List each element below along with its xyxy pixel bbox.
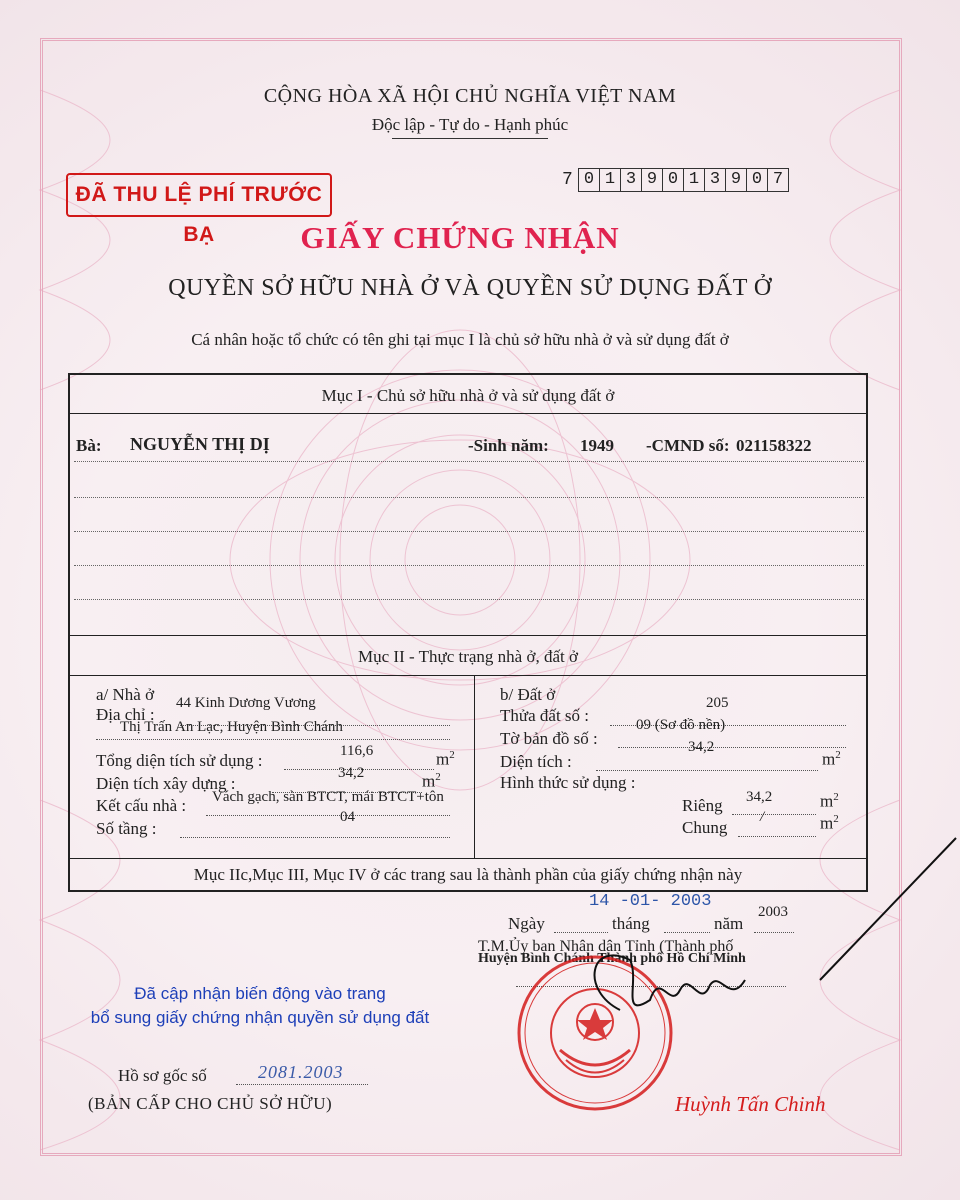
divider bbox=[70, 635, 866, 636]
copy-label: (BẢN CẤP CHO CHỦ SỞ HỮU) bbox=[88, 1094, 333, 1113]
serial-digit: 0 bbox=[662, 168, 684, 192]
authority-on-behalf: T.M.Ủy ban Nhân dân Tỉnh (Thành phố bbox=[478, 938, 734, 955]
fill-line bbox=[596, 770, 818, 771]
unit-m2 bbox=[436, 749, 455, 770]
serial-digit: 9 bbox=[725, 168, 747, 192]
unit-superscript: 2 bbox=[833, 813, 839, 825]
footer-note: Mục IIc,Mục III, Mục IV ở các trang sau là thành phần của giấy chứng nhận này bbox=[193, 865, 743, 884]
house-street: 44 Kinh Dương Vương bbox=[176, 695, 316, 711]
unit-superscript: 2 bbox=[435, 771, 441, 783]
update-note bbox=[70, 982, 450, 1030]
unit: m bbox=[820, 813, 834, 833]
day-label: Ngày bbox=[508, 914, 545, 933]
year-value: 2003 bbox=[758, 904, 788, 920]
unit: m bbox=[820, 791, 834, 811]
map-sheet-label: Tờ bản đồ số : bbox=[500, 729, 598, 748]
unit: m bbox=[436, 749, 450, 769]
fill-line bbox=[74, 497, 864, 498]
unit-superscript: 2 bbox=[835, 749, 841, 761]
house-label: a/ Nhà ở bbox=[96, 685, 155, 704]
certificate-table bbox=[68, 373, 868, 892]
serial-digit: 1 bbox=[683, 168, 705, 192]
id-label: -CMND số: bbox=[646, 436, 730, 455]
salutation: Bà: bbox=[76, 436, 102, 455]
unit-m2 bbox=[822, 749, 841, 770]
floors-label: Số tầng : bbox=[96, 819, 157, 838]
month-label: tháng bbox=[612, 914, 650, 933]
birth-year: 1949 bbox=[580, 436, 614, 455]
serial-digit: 3 bbox=[704, 168, 726, 192]
parcel-label: Thửa đất số : bbox=[500, 706, 590, 725]
fill-line bbox=[236, 1084, 368, 1085]
birth-label: -Sinh năm: bbox=[468, 436, 549, 455]
unit: m bbox=[422, 771, 436, 791]
update-note-line2: bổ sung giấy chứng nhận quyền sử dụng đất bbox=[90, 1008, 430, 1027]
total-area-label: Tổng diện tích sử dụng : bbox=[96, 751, 263, 770]
parcel-value: 205 bbox=[706, 695, 729, 711]
floors-value: 04 bbox=[340, 809, 355, 825]
divider bbox=[70, 413, 866, 414]
structure-value: Vách gạch, sàn BTCT, mái BTCT+tôn bbox=[212, 789, 444, 805]
update-note-line1: Đã cập nhận biến động vào trang bbox=[134, 984, 386, 1003]
fill-line bbox=[206, 815, 450, 816]
serial-digit: 7 bbox=[767, 168, 789, 192]
fill-line bbox=[180, 837, 450, 838]
serial-digit: 0 bbox=[746, 168, 768, 192]
house-address: Thị Trấn An Lạc, Huyện Bình Chánh bbox=[120, 719, 343, 735]
fill-line bbox=[96, 739, 450, 740]
serial-digit: 3 bbox=[620, 168, 642, 192]
unit-superscript: 2 bbox=[833, 791, 839, 803]
fill-line bbox=[74, 599, 864, 600]
fill-line bbox=[74, 461, 864, 462]
id-number: 021158322 bbox=[736, 436, 812, 455]
fill-line bbox=[618, 747, 846, 748]
authority-name: Huyện Bình Chánh Thành phố Hồ Chí Minh bbox=[478, 951, 746, 966]
map-sheet-value: 09 (Sơ đồ nền) bbox=[636, 717, 726, 733]
shared-area-value: / bbox=[760, 809, 765, 825]
structure-label: Kết cấu nhà : bbox=[96, 796, 187, 815]
unit: m bbox=[822, 749, 836, 769]
signer-signature: Huỳnh Tấn Chinh bbox=[675, 1092, 826, 1116]
signature-stroke bbox=[560, 820, 960, 1040]
land-label: b/ Đất ở bbox=[500, 685, 556, 704]
serial-prefix: 7 bbox=[562, 170, 573, 190]
fee-paid-stamp: ĐÃ THU LỆ PHÍ TRƯỚC BẠ bbox=[66, 173, 332, 217]
section2-heading: Mục II - Thực trạng nhà ở, đất ở bbox=[358, 647, 578, 666]
serial-number bbox=[579, 168, 789, 192]
total-area-value: 116,6 bbox=[340, 743, 374, 759]
file-number: 2081.2003 bbox=[258, 1062, 344, 1082]
certificate-subtitle: QUYỀN SỞ HỮU NHÀ Ở VÀ QUYỀN SỬ DỤNG ĐẤT Ở bbox=[168, 275, 772, 301]
built-area-value: 34,2 bbox=[338, 765, 365, 781]
built-area-label: Diện tích xây dựng : bbox=[96, 774, 236, 793]
shared-label: Chung bbox=[682, 818, 728, 837]
year-label: năm bbox=[714, 914, 744, 933]
column-divider bbox=[474, 675, 475, 858]
address-label: Địa chỉ : bbox=[96, 705, 155, 724]
certificate-title: GIẤY CHỨNG NHẬN bbox=[300, 220, 620, 255]
land-area-label: Diện tích : bbox=[500, 752, 572, 771]
national-motto: Độc lập - Tự do - Hạnh phúc bbox=[371, 115, 569, 134]
section1-heading: Mục I - Chủ sở hữu nhà ở và sử dụng đất ở bbox=[321, 386, 615, 405]
fill-line bbox=[74, 531, 864, 532]
serial-digit: 1 bbox=[599, 168, 621, 192]
owner-name: NGUYỄN THỊ DỊ bbox=[130, 434, 270, 454]
serial-digit: 0 bbox=[578, 168, 600, 192]
usage-label: Hình thức sử dụng : bbox=[500, 773, 636, 792]
unit-superscript: 2 bbox=[449, 749, 455, 761]
land-area-value: 34,2 bbox=[688, 739, 715, 755]
fill-line bbox=[732, 814, 816, 815]
divider bbox=[70, 675, 866, 676]
serial-digit: 9 bbox=[641, 168, 663, 192]
private-area-value: 34,2 bbox=[746, 789, 773, 805]
fill-line bbox=[74, 565, 864, 566]
unit-m2 bbox=[820, 791, 839, 812]
national-title: CỘNG HÒA XÃ HỘI CHỦ NGHĨA VIỆT NAM bbox=[263, 85, 677, 107]
motto-underline bbox=[392, 138, 548, 139]
intro-text: Cá nhân hoặc tổ chức có tên ghi tại mục I là chủ sở hữu nhà ở và sử dụng đất ở bbox=[191, 330, 729, 349]
date-stamp: 14 -01- 2003 bbox=[589, 892, 712, 911]
file-label: Hồ sơ gốc số bbox=[118, 1066, 207, 1085]
private-label: Riêng bbox=[682, 796, 723, 815]
